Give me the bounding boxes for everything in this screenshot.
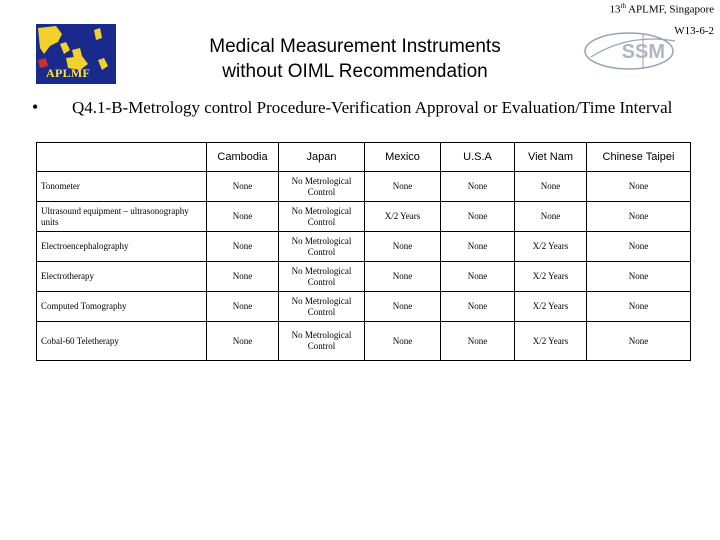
- table-cell: None: [587, 292, 691, 322]
- table-cell: None: [365, 262, 441, 292]
- instrument-name: Electrotherapy: [37, 262, 207, 292]
- instrument-name: Cobal-60 Teletherapy: [37, 322, 207, 361]
- table-cell: None: [441, 202, 515, 232]
- table-cell: None: [207, 292, 279, 322]
- table-cell: None: [587, 262, 691, 292]
- table-row: [37, 262, 691, 292]
- table-header-row: [37, 143, 691, 172]
- question-text: Q4.1-B-Metrology control Procedure-Verification Approval or Evaluation/Time Interval: [72, 98, 673, 117]
- ssm-logo: [583, 27, 683, 77]
- bullet-icon: •: [32, 97, 39, 117]
- table-cell: None: [515, 202, 587, 232]
- title-line-1: Medical Measurement Instruments: [209, 36, 501, 57]
- aplmf-logo-text: APLMF: [46, 66, 91, 80]
- column-header-instrument: [37, 143, 207, 172]
- table-cell: None: [587, 322, 691, 361]
- table-cell: None: [441, 172, 515, 202]
- column-header-cambodia: Cambodia: [207, 143, 279, 172]
- table-cell: No Metrological Control: [279, 322, 365, 361]
- table-cell: None: [365, 322, 441, 361]
- column-header-japan: Japan: [279, 143, 365, 172]
- table-cell: None: [441, 262, 515, 292]
- column-header-viet-nam: Viet Nam: [515, 143, 587, 172]
- table-cell: None: [587, 232, 691, 262]
- slide-title: [140, 34, 570, 84]
- table-row: [37, 232, 691, 262]
- table-cell: None: [515, 172, 587, 202]
- table-cell: X/2 Years: [515, 262, 587, 292]
- table-cell: None: [441, 322, 515, 361]
- table-row: [37, 202, 691, 232]
- ssm-logo-text: SSM: [621, 41, 665, 63]
- table-cell: X/2 Years: [365, 202, 441, 232]
- table-cell: None: [587, 172, 691, 202]
- table-cell: None: [207, 322, 279, 361]
- table-cell: None: [207, 262, 279, 292]
- column-header-usa: U.S.A: [441, 143, 515, 172]
- table-cell: None: [207, 202, 279, 232]
- column-header-mexico: Mexico: [365, 143, 441, 172]
- table-cell: None: [441, 292, 515, 322]
- table-cell: None: [207, 172, 279, 202]
- table-cell: No Metrological Control: [279, 292, 365, 322]
- title-line-2: without OIML Recommendation: [222, 61, 488, 82]
- table-cell: None: [365, 232, 441, 262]
- table-cell: No Metrological Control: [279, 202, 365, 232]
- table-row: [37, 292, 691, 322]
- table-cell: None: [365, 292, 441, 322]
- verification-table: [36, 142, 691, 361]
- table-cell: None: [207, 232, 279, 262]
- table-row: [37, 172, 691, 202]
- table-cell: None: [441, 232, 515, 262]
- column-header-chinese-taipei: Chinese Taipei: [587, 143, 691, 172]
- instrument-name: Ultrasound equipment – ultrasonography units: [37, 202, 207, 232]
- instrument-name: Tonometer: [37, 172, 207, 202]
- table-cell: No Metrological Control: [279, 172, 365, 202]
- instrument-name: Computed Tomography: [37, 292, 207, 322]
- conference-label: 13th APLMF, Singapore: [609, 2, 714, 16]
- instrument-name: Electroencephalography: [37, 232, 207, 262]
- aplmf-logo: [36, 24, 116, 84]
- table-cell: X/2 Years: [515, 232, 587, 262]
- table-row: [37, 322, 691, 361]
- table-cell: None: [587, 202, 691, 232]
- table-cell: X/2 Years: [515, 292, 587, 322]
- table-cell: X/2 Years: [515, 322, 587, 361]
- table-cell: No Metrological Control: [279, 232, 365, 262]
- document-id: W13-6-2: [674, 25, 714, 37]
- table-cell: No Metrological Control: [279, 262, 365, 292]
- table-cell: None: [365, 172, 441, 202]
